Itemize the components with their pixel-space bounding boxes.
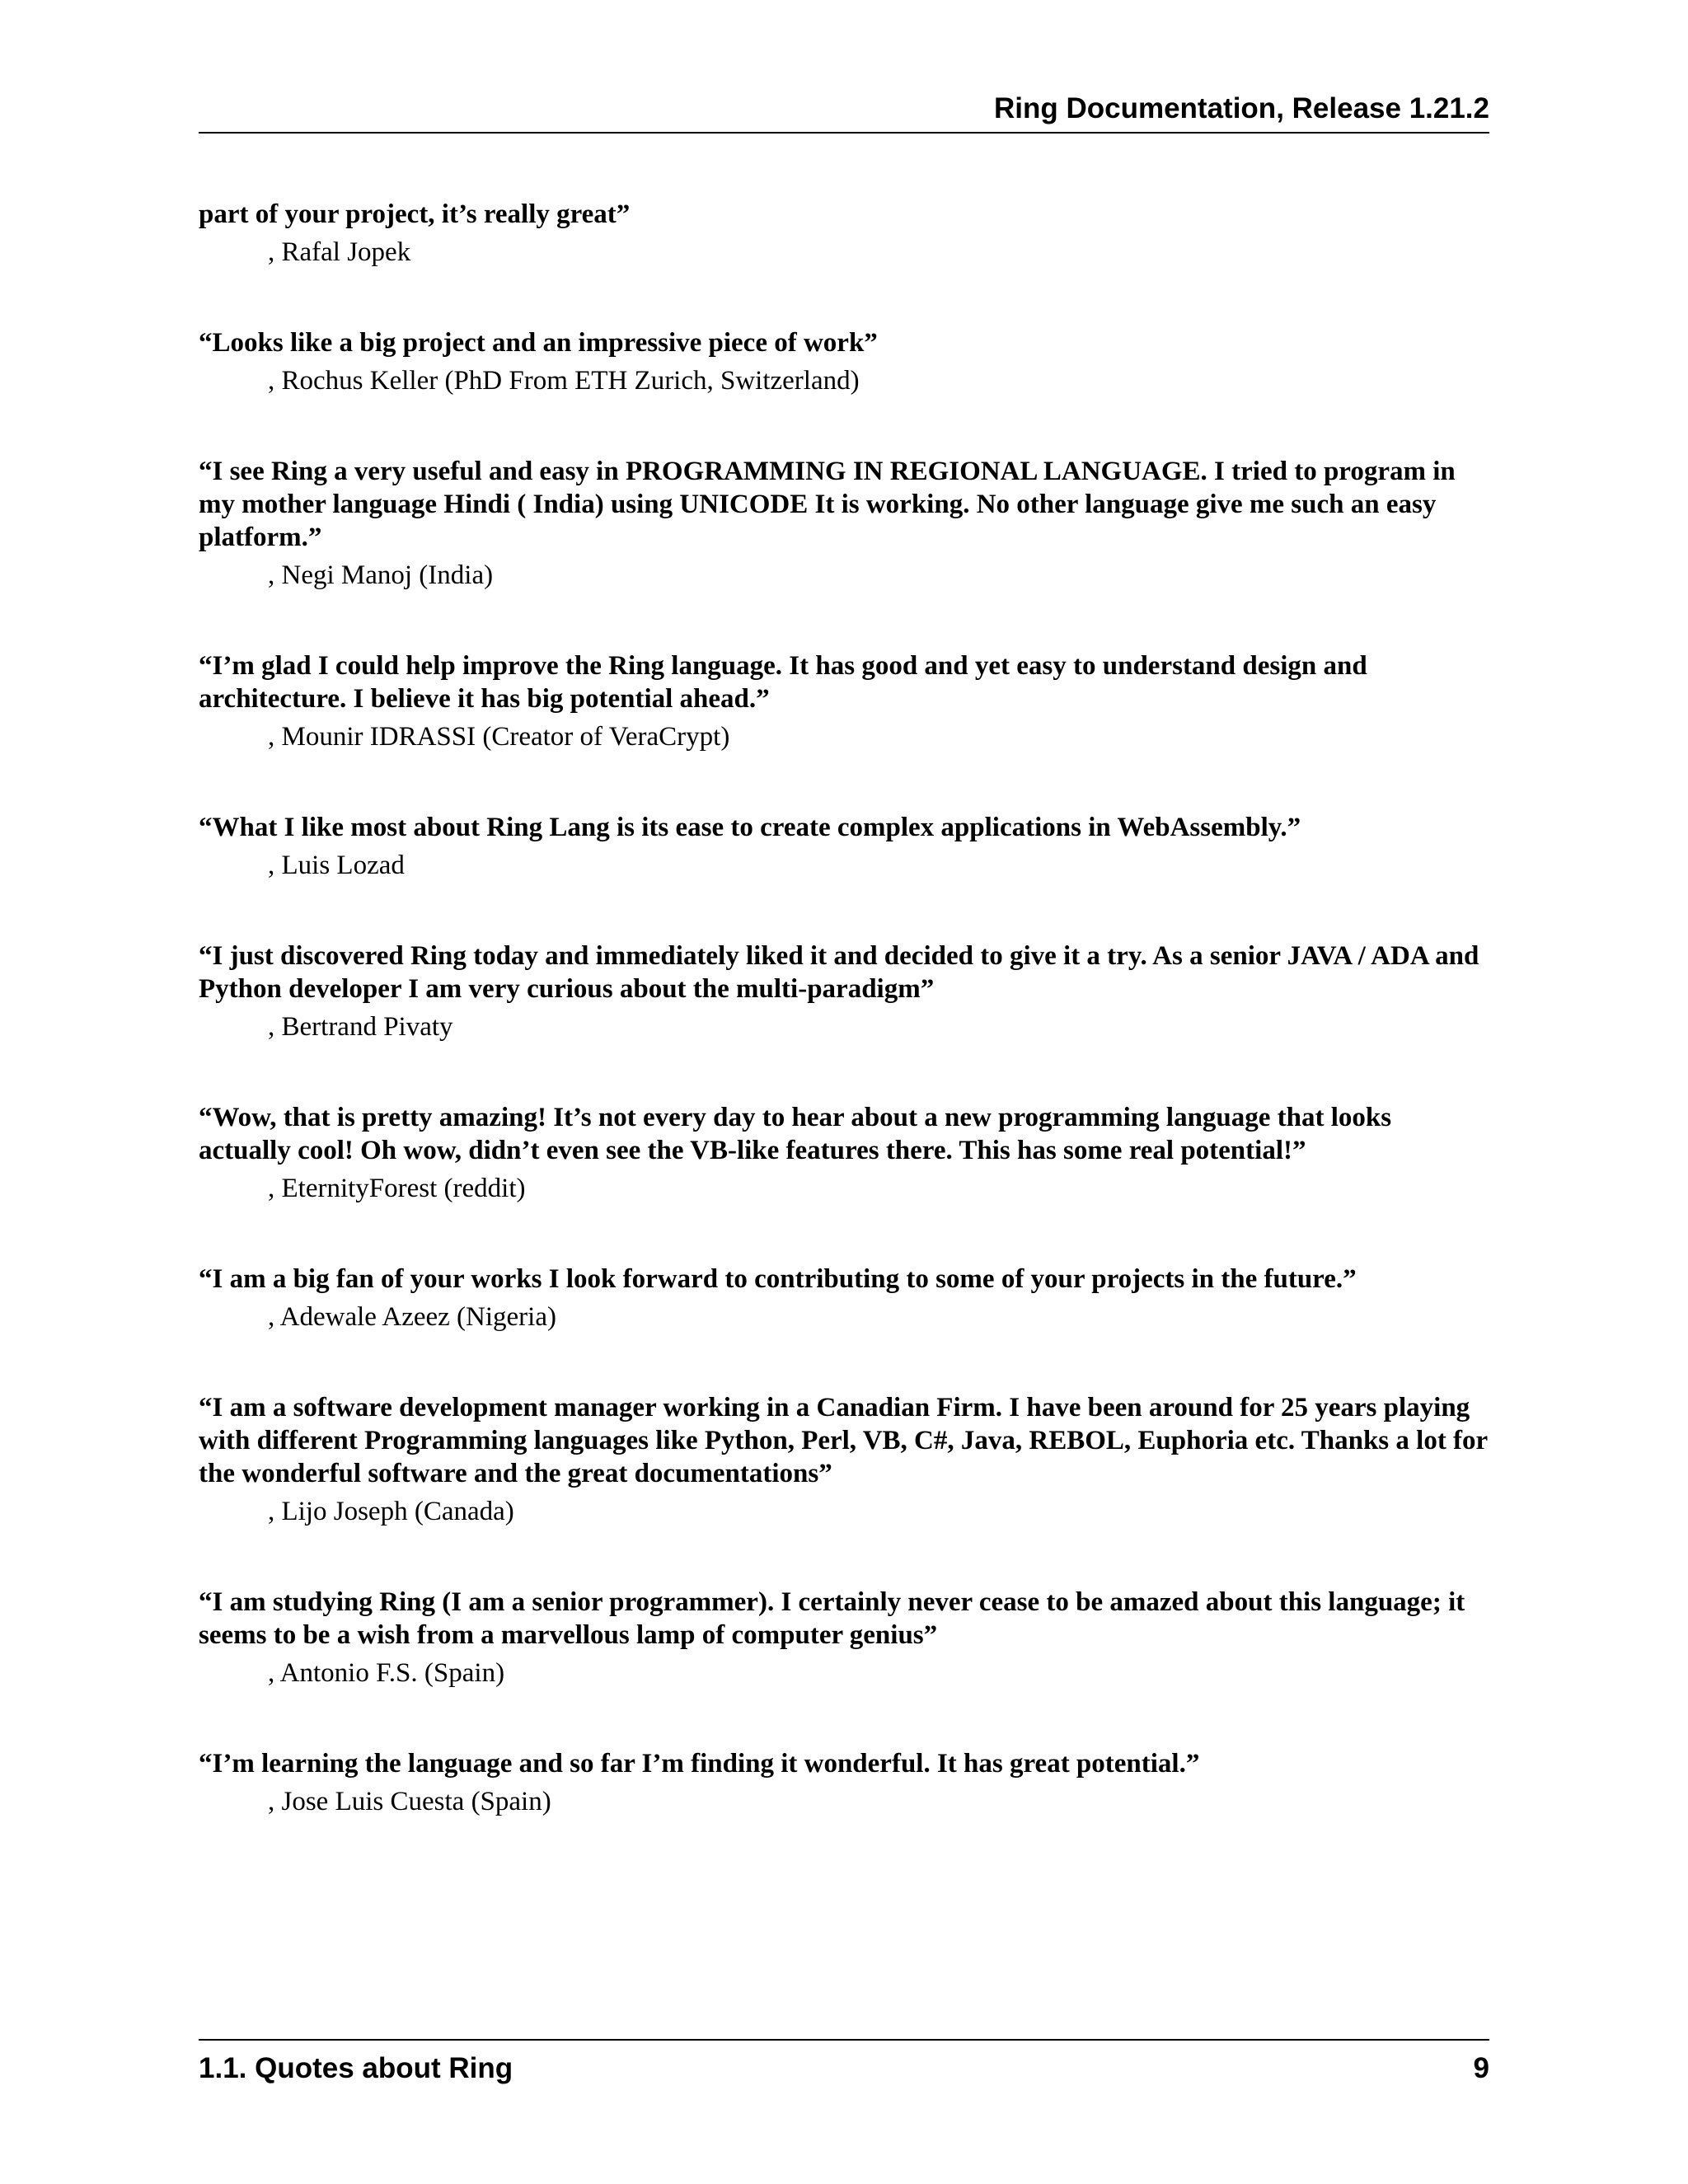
quote-block — [199, 811, 1489, 882]
quote-text: “I see Ring a very useful and easy in PROGRAMMING IN REGIONAL LANGUAGE. I tried to program in my mother language Hindi ( India) using UNICODE It is working. No other language give me such an easy platform.” — [199, 457, 1456, 552]
quote-author: , Luis Lozad — [268, 851, 405, 880]
quote-text: “I am studying Ring (I am a senior programmer). I certainly never cease to be amazed about this language; it seems to be a wish from a marvellous lamp of computer genius” — [199, 1587, 1465, 1650]
quote-block — [199, 1586, 1489, 1690]
quote-text: “I just discovered Ring today and immediately liked it and decided to give it a try. As a senior JAVA / ADA and Python developer I am very curious about the multi-paradigm” — [199, 941, 1479, 1004]
quote-text: “I’m learning the language and so far I’m finding it wonderful. It has great potential.” — [199, 1749, 1200, 1779]
quote-author: , Antonio F.S. (Spain) — [268, 1658, 505, 1688]
page-header — [199, 89, 1489, 134]
header-title: Ring Documentation, Release 1.21.2 — [993, 92, 1489, 124]
quote-author: , Negi Manoj (India) — [268, 560, 494, 590]
quote-text: “Wow, that is pretty amazing! It’s not every day to hear about a new programming language that looks actually cool! Oh wow, didn’t even see the VB-like features there. This has some real potential!” — [199, 1103, 1392, 1165]
quote-block — [199, 940, 1489, 1043]
quote-block — [199, 455, 1489, 592]
quote-text: “I’m glad I could help improve the Ring language. It has good and yet easy to understand design and architecture. I believe it has big potential ahead.” — [199, 651, 1367, 714]
quote-author: , Mounir IDRASSI (Creator of VeraCrypt) — [268, 722, 730, 752]
quote-text: “What I like most about Ring Lang is its ease to create complex applications in WebAssembly.” — [199, 813, 1301, 842]
footer-section-title: 1.1. Quotes about Ring — [199, 2052, 513, 2084]
quote-author: , Rochus Keller (PhD From ETH Zurich, Switzerland) — [268, 366, 860, 396]
quote-author: , Adewale Azeez (Nigeria) — [268, 1302, 556, 1332]
quote-author: , Jose Luis Cuesta (Spain) — [268, 1787, 551, 1816]
quote-text: “Looks like a big project and an impressive piece of work” — [199, 328, 878, 358]
quote-block — [199, 1101, 1489, 1205]
page-footer — [199, 2039, 1489, 2090]
quote-block — [199, 198, 1489, 269]
quote-author: , Bertrand Pivaty — [268, 1012, 453, 1042]
quote-text: “I am a big fan of your works I look forward to contributing to some of your projects in the future.” — [199, 1264, 1357, 1294]
quote-block — [199, 649, 1489, 753]
quote-block — [199, 326, 1489, 397]
quote-author: , Rafal Jopek — [268, 237, 411, 267]
quote-block — [199, 1263, 1489, 1333]
quote-author: , Lijo Joseph (Canada) — [268, 1497, 514, 1526]
quote-block — [199, 1391, 1489, 1528]
quotes-list — [199, 198, 1489, 1876]
quote-block — [199, 1747, 1489, 1818]
quote-text: “I am a software development manager working in a Canadian Firm. I have been around for 25 years playing with different Programming languages like Python, Perl, VB, C#, Java, REBOL, Euphoria etc. Thanks a lot for the wonderful software and the great documentations” — [199, 1393, 1488, 1488]
quote-text: part of your project, it’s really great” — [199, 199, 631, 229]
page-number: 9 — [1473, 2052, 1489, 2084]
quote-author: , EternityForest (reddit) — [268, 1174, 526, 1203]
